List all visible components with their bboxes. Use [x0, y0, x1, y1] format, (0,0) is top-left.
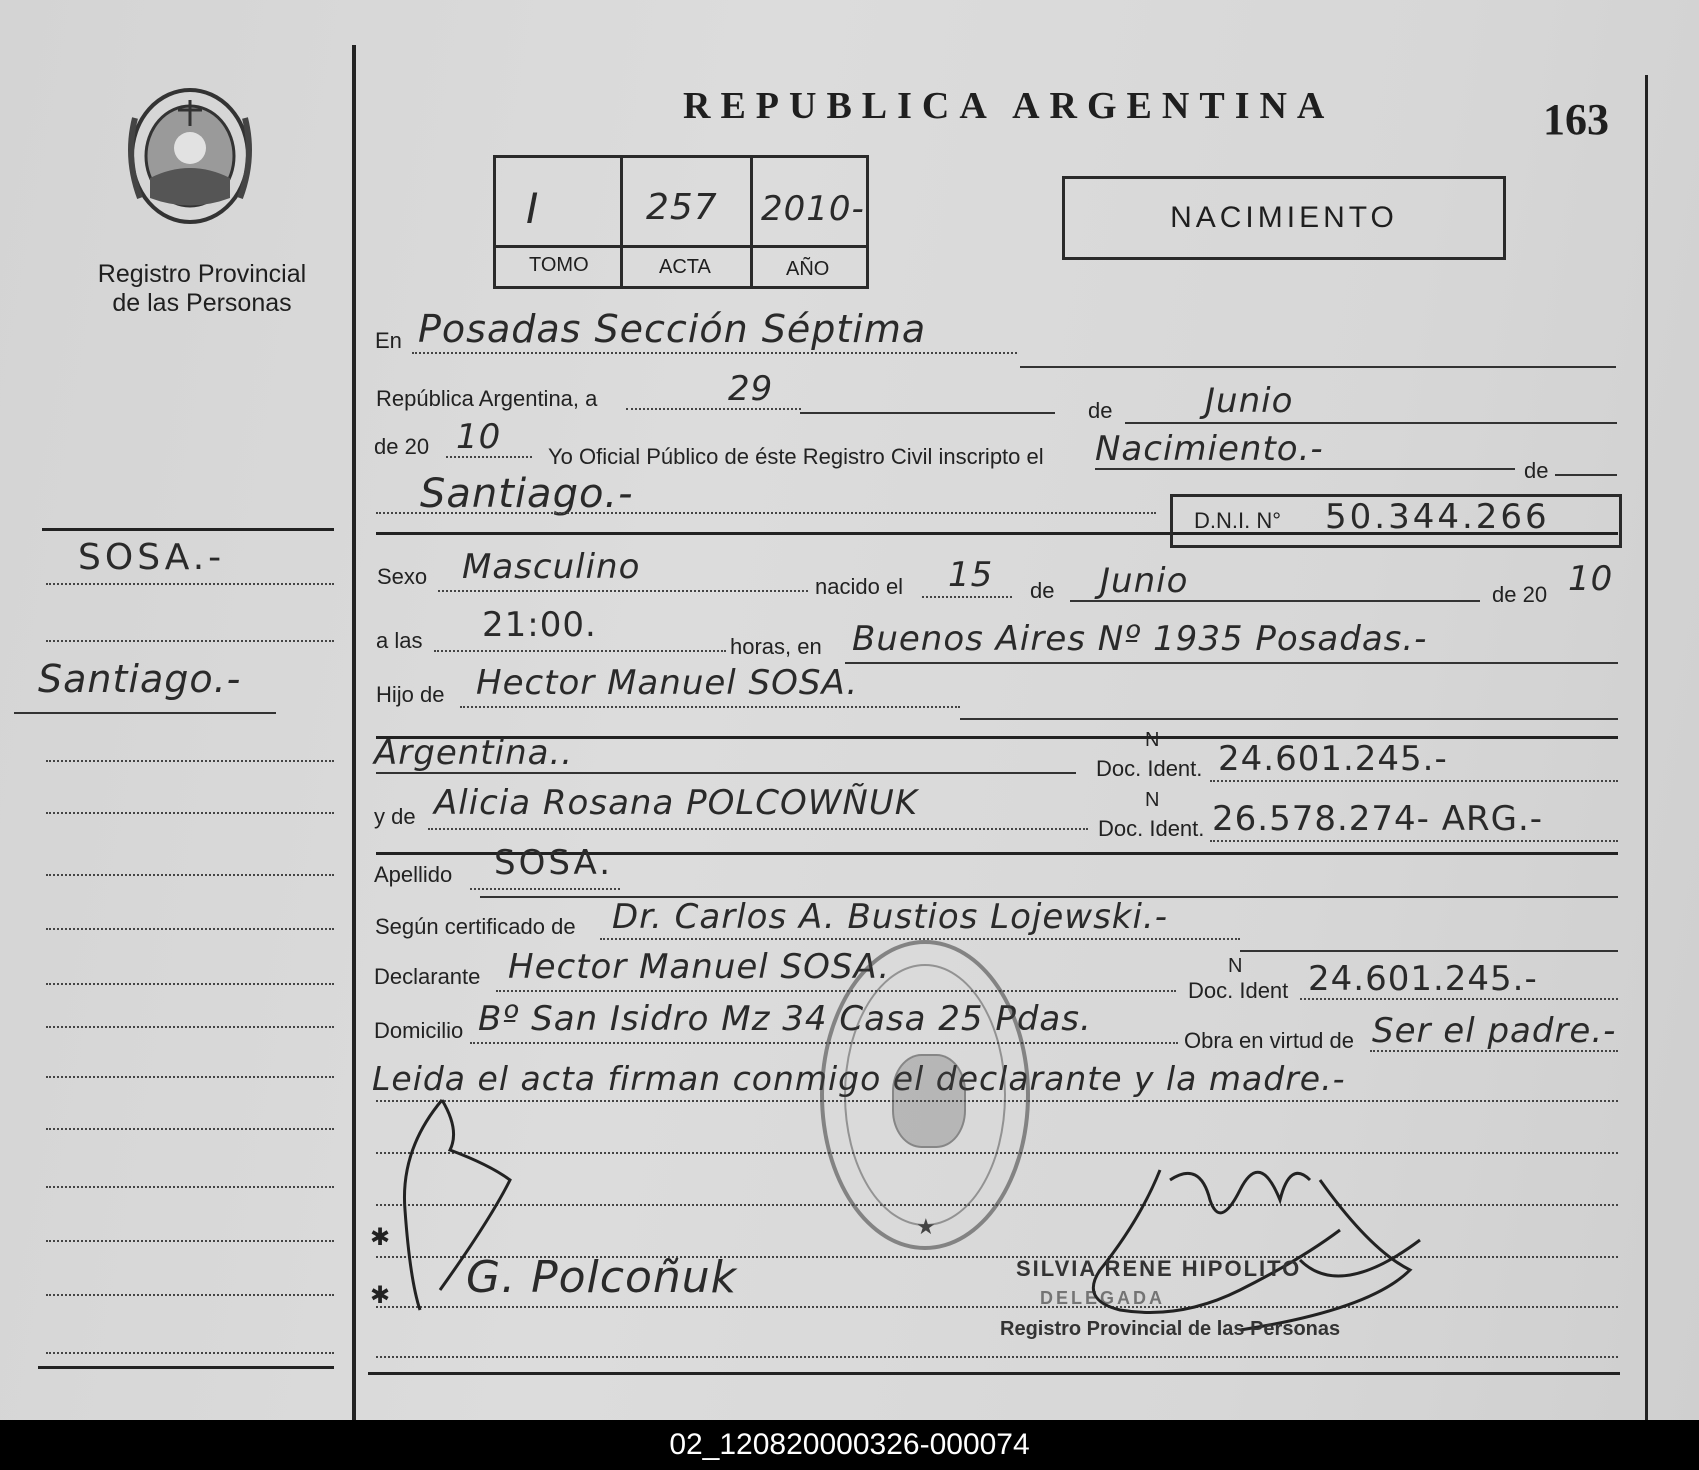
left-line-14	[46, 1352, 334, 1354]
left-line-11	[46, 1186, 334, 1188]
republica-label: República Argentina, a	[376, 386, 598, 411]
file-id: 02_120820000326-000074	[669, 1428, 1030, 1461]
official-stamp	[820, 940, 1030, 1250]
dia-solidline	[800, 412, 1055, 414]
declarante-dotline	[496, 990, 1176, 992]
de20-label: de 20	[374, 434, 430, 459]
left-line-4	[46, 812, 334, 814]
n-mark-2: N	[1145, 789, 1160, 811]
document-title: REPUBLICA ARGENTINA	[683, 85, 1335, 127]
inscripto-value: Nacimiento.-	[1095, 429, 1324, 469]
margin-underline	[14, 712, 276, 714]
nac-dia-value: 15	[948, 555, 994, 595]
registry-table	[493, 155, 869, 289]
nac-dia-dotline	[922, 596, 1012, 598]
obra-label: Obra en virtud de	[1184, 1028, 1354, 1053]
alas-label: a las	[376, 628, 423, 653]
mes-value: Junio	[1205, 381, 1294, 421]
left-line-12	[46, 1240, 334, 1242]
official-name: SILVIA RENE HIPOLITO	[1016, 1256, 1302, 1281]
page-number: 163	[1543, 95, 1609, 144]
padre-value: Hector Manuel SOSA.	[476, 663, 859, 703]
stamp-star: ★	[916, 1214, 936, 1239]
margin-surname: SOSA.-	[78, 537, 226, 578]
mes-solidline	[1125, 422, 1617, 424]
de-label2: de	[1524, 458, 1549, 483]
de2-solidline	[1555, 474, 1617, 476]
domicilio-dotline	[470, 1042, 1178, 1044]
domicilio-label: Domicilio	[374, 1018, 464, 1043]
nac-mes-value: Junio	[1100, 561, 1189, 601]
dia-value: 29	[728, 369, 774, 409]
declarante-label: Declarante	[374, 964, 481, 989]
n-mark-1: N	[1145, 729, 1160, 751]
declarante-doc-dotline	[1300, 998, 1618, 1000]
sexo-value: Masculino	[462, 547, 641, 587]
apellido-dotline	[470, 888, 620, 890]
mother-signature: G. Polcoñuk	[466, 1252, 738, 1303]
right-border	[1645, 75, 1648, 1420]
nac-mes-solidline	[1070, 600, 1480, 602]
hijo-label: Hijo de	[376, 682, 445, 707]
registry-label-line2: de las Personas	[112, 289, 292, 317]
official-org: Registro Provincial de las Personas	[1000, 1318, 1341, 1340]
en-value: Posadas Sección Séptima	[418, 307, 927, 351]
left-line-6	[46, 928, 334, 930]
leida-value: Leida el acta firman conmigo el declarante y la madre.-	[372, 1059, 1346, 1098]
obra-value: Ser el padre.-	[1372, 1011, 1617, 1051]
segun-label: Según certificado de	[375, 914, 576, 939]
n-mark-3: N	[1228, 955, 1243, 977]
margin-given-name: Santiago.-	[38, 657, 242, 701]
horas-en-label: horas, en	[730, 634, 822, 659]
apellido-value: SOSA.	[494, 843, 614, 883]
anio-label: AÑO	[786, 258, 830, 280]
acta-label: ACTA	[659, 256, 711, 278]
official-title: DELEGADA	[1040, 1288, 1166, 1308]
hora-dotline	[434, 650, 726, 652]
certificado-value: Dr. Carlos A. Bustios Lojewski.-	[612, 897, 1169, 937]
acta-value: 257	[646, 187, 718, 228]
left-line-3	[46, 760, 334, 762]
registry-label-line1: Registro Provincial	[97, 260, 307, 288]
yde-label: y de	[374, 804, 416, 829]
left-line-2	[46, 640, 334, 642]
doc-ident-label3: Doc. Ident	[1188, 978, 1289, 1003]
dia-dotline	[626, 408, 801, 410]
left-line-5	[46, 874, 334, 876]
anio-value: 2010-	[761, 189, 865, 229]
left-line-9	[46, 1076, 334, 1078]
nac-anio-value: 10	[1568, 559, 1614, 599]
de-label: de	[1088, 398, 1113, 423]
left-column-divider	[352, 45, 356, 1420]
hora-value: 21:00.	[482, 605, 597, 645]
padre-dotline	[460, 706, 960, 708]
obra-dotline	[1370, 1050, 1618, 1052]
registry-label	[82, 260, 322, 318]
left-column-rule	[42, 528, 334, 531]
tomo-label: TOMO	[529, 254, 589, 276]
padre-solidline	[960, 718, 1618, 720]
madre-value: Alicia Rosana POLCOWÑUK	[434, 783, 919, 823]
dni-value: 50.344.266	[1325, 497, 1550, 537]
padre-nac-value: Argentina..	[374, 733, 574, 773]
doc-ident-label2: Doc. Ident.	[1098, 816, 1205, 841]
inscripto-solidline	[1095, 468, 1515, 470]
mother-signature-mark: ✱	[370, 1282, 391, 1309]
madre-dotline	[428, 828, 1088, 830]
en-solidline	[1020, 366, 1616, 368]
tomo-value: I	[526, 184, 540, 233]
file-id-footer	[0, 1420, 1699, 1470]
sexo-dotline	[438, 590, 808, 592]
sexo-label: Sexo	[377, 564, 428, 589]
padre-nac-line	[376, 772, 1076, 774]
left-column-bottom-rule	[38, 1366, 334, 1369]
act-type-label: NACIMIENTO	[1170, 201, 1398, 234]
nombre-dotline	[376, 512, 1156, 514]
lugar-value: Buenos Aires Nº 1935 Posadas.-	[852, 619, 1428, 659]
act-type-box	[1062, 176, 1506, 260]
certificado-solidline	[1240, 950, 1618, 952]
left-line-8	[46, 1026, 334, 1028]
doc-ident-label: Doc. Ident.	[1096, 756, 1203, 781]
oficial-label: Yo Oficial Público de éste Registro Civil inscripto el	[548, 444, 1044, 469]
left-line-1	[46, 583, 334, 585]
anio-insc-value: 10	[456, 417, 502, 457]
de20-label2: de 20	[1492, 582, 1548, 607]
father-signature-mark: ✱	[370, 1224, 391, 1251]
en-dotline	[412, 352, 1017, 354]
madre-doc-dotline	[1210, 840, 1618, 842]
left-line-10	[46, 1128, 334, 1130]
lugar-solidline	[845, 662, 1618, 664]
apellido-label: Apellido	[374, 862, 453, 887]
en-label: En	[375, 328, 402, 353]
bottom-rule	[368, 1372, 1620, 1375]
nombre-value: Santiago.-	[420, 471, 634, 517]
de-label3: de	[1030, 578, 1055, 603]
domicilio-value: Bº San Isidro Mz 34 Casa 25 Pdas.	[478, 999, 1092, 1039]
anio-dotline	[446, 456, 532, 458]
padre-doc-value: 24.601.245.-	[1218, 739, 1448, 779]
left-line-13	[46, 1294, 334, 1296]
declarante-value: Hector Manuel SOSA.	[508, 947, 891, 987]
provincial-emblem	[120, 78, 260, 238]
nacido-label: nacido el	[815, 574, 904, 599]
dni-label: D.N.I. N°	[1194, 508, 1282, 533]
table-divider	[496, 245, 866, 248]
declarante-doc-value: 24.601.245.-	[1308, 959, 1538, 999]
madre-doc-value: 26.578.274- ARG.-	[1212, 799, 1544, 839]
left-line-7	[46, 983, 334, 985]
stamp-crest	[892, 1054, 966, 1148]
padre-doc-dotline	[1210, 780, 1618, 782]
